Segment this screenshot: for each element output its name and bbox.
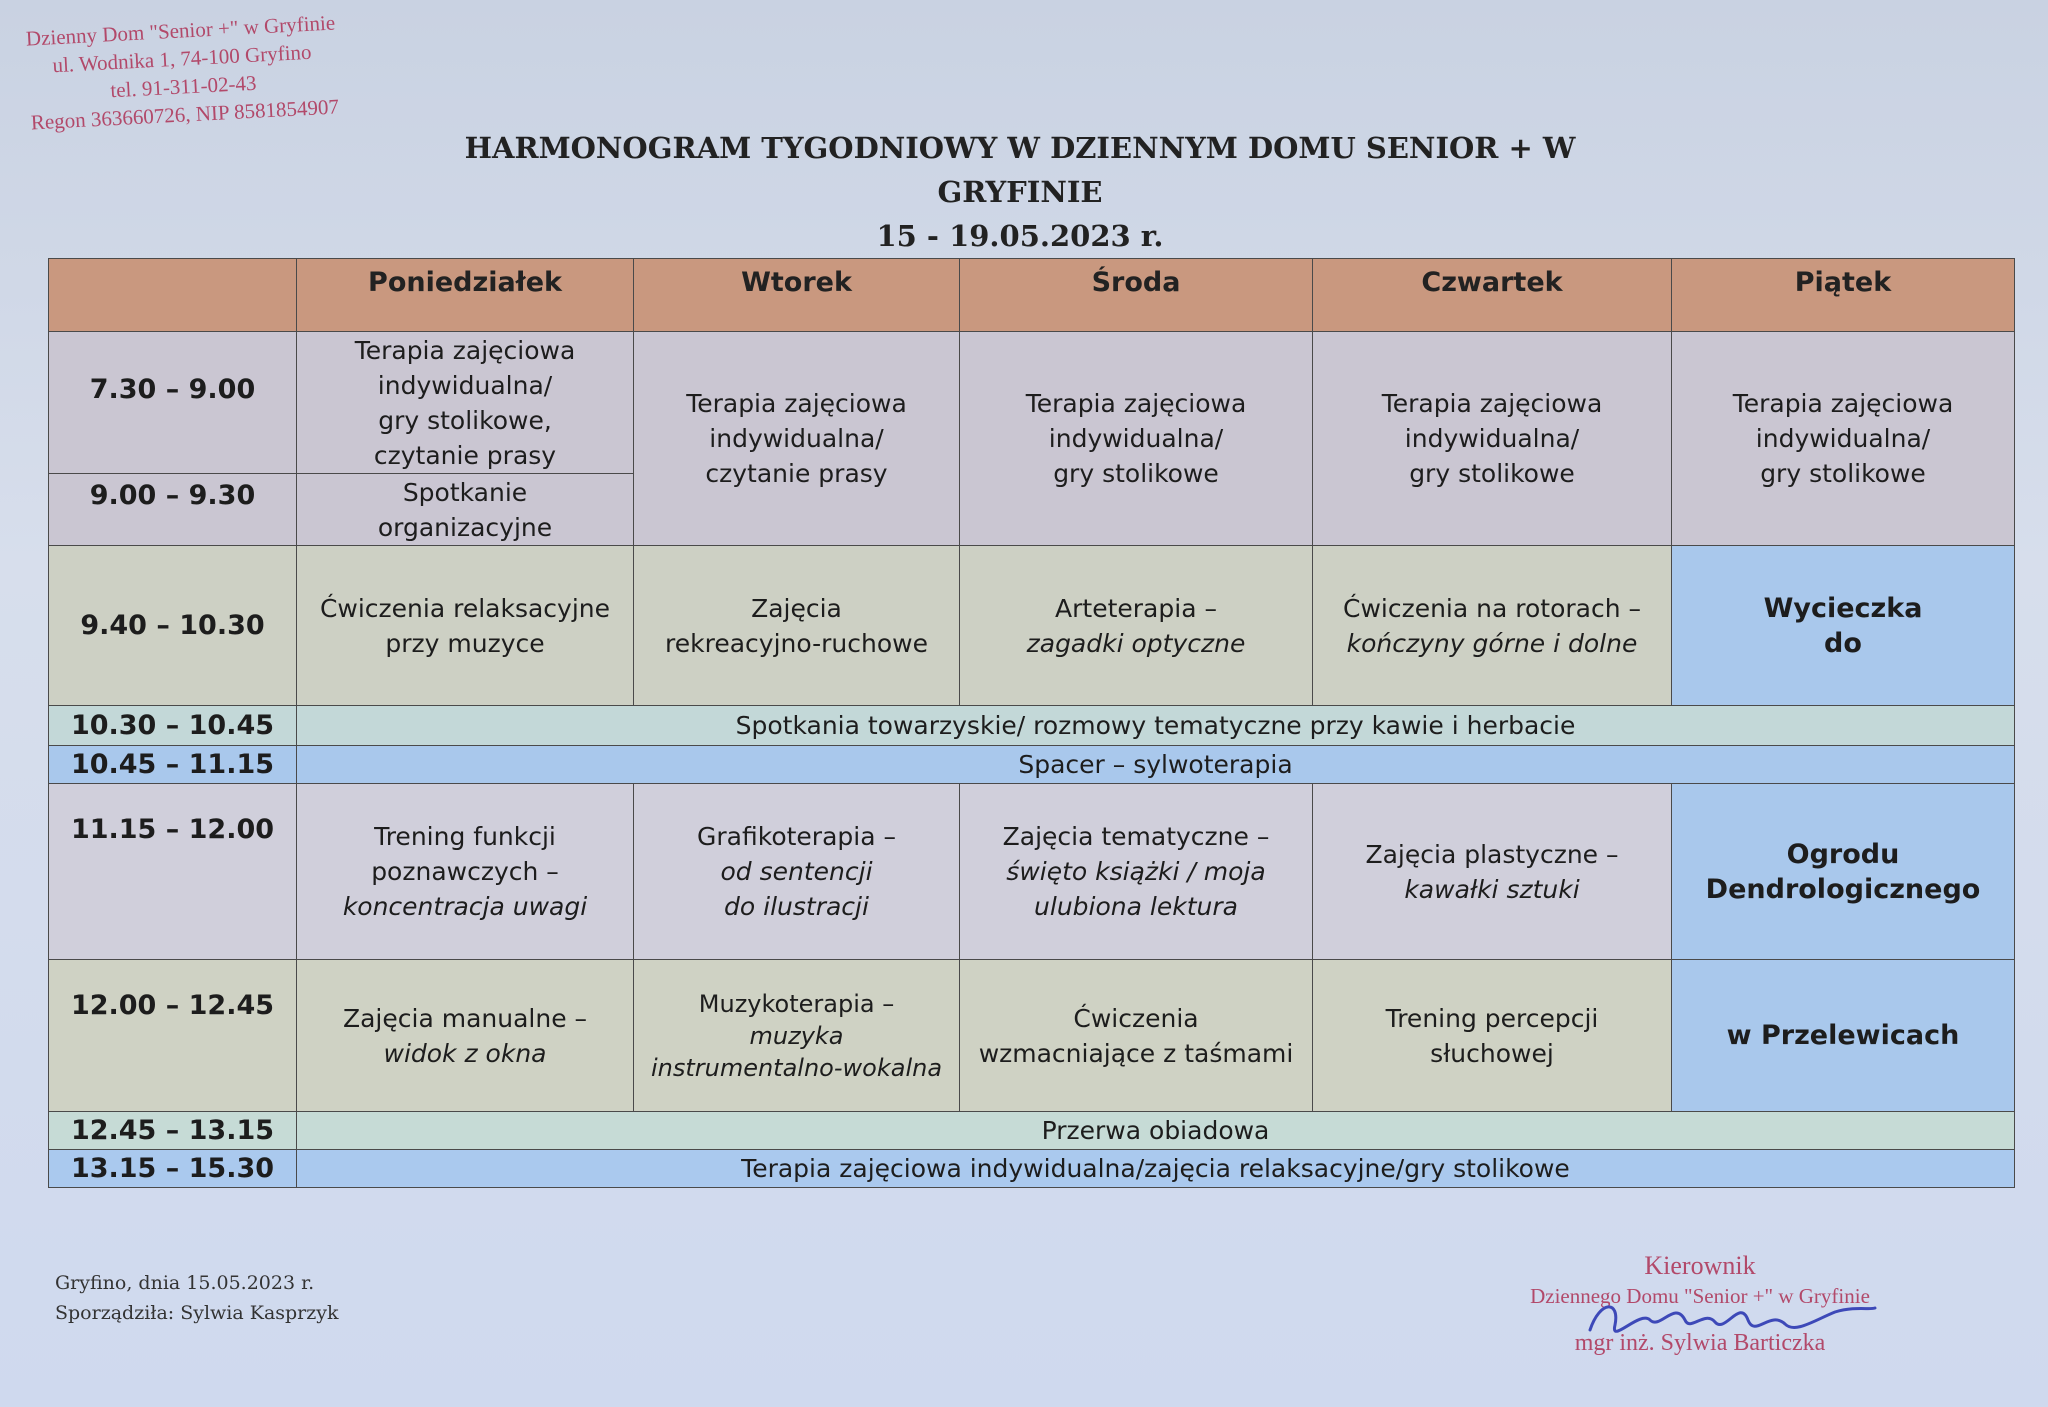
activity-cell bbox=[960, 784, 1313, 960]
table-row bbox=[49, 706, 2015, 746]
table-row bbox=[49, 332, 2015, 474]
time-slot: 13.15 – 15.30 bbox=[49, 1150, 297, 1188]
activity-line: Zajęcia tematyczne – bbox=[1002, 822, 1270, 851]
shared-activity-cell: Spacer – sylwoterapia bbox=[297, 746, 2015, 784]
day-header: Poniedziałek bbox=[297, 259, 634, 332]
place-date: Gryfino, dnia 15.05.2023 r. bbox=[55, 1272, 315, 1294]
signature-institution: Dziennego Domu "Senior +" w Gryfinie bbox=[1530, 1284, 1870, 1308]
activity-cell bbox=[1313, 546, 1672, 706]
stamp-line: ul. Wodnika 1, 74-100 Gryfino bbox=[51, 39, 313, 78]
shared-activity-cell: Przerwa obiadowa bbox=[297, 1112, 2015, 1150]
activity-line: wzmacniające z taśmami bbox=[978, 1038, 1294, 1068]
time-slot: 11.15 – 12.00 bbox=[49, 784, 297, 960]
trip-line: Ogrodu bbox=[1786, 838, 1900, 870]
table-row bbox=[49, 546, 2015, 706]
activity-line: rekreacyjno-ruchowe bbox=[665, 628, 928, 658]
table-row bbox=[49, 746, 2015, 784]
activity-cell bbox=[634, 546, 960, 706]
activity-subtitle: zagadki optyczne bbox=[1026, 628, 1246, 658]
activity-cell bbox=[1672, 332, 2015, 546]
activity-line: Arteterapia – bbox=[1055, 593, 1217, 623]
activity-subtitle: do ilustracji bbox=[724, 892, 869, 921]
corner-cell bbox=[49, 259, 297, 332]
activity-cell bbox=[1313, 960, 1672, 1112]
shared-activity-cell: Terapia zajęciowa indywidualna/zajęcia relaksacyjne/gry stolikowe bbox=[297, 1150, 2015, 1188]
activity-cell bbox=[297, 960, 634, 1112]
activity-subtitle: kawałki sztuki bbox=[1404, 874, 1580, 904]
day-header: Wtorek bbox=[634, 259, 960, 332]
activity-line: Grafikoterapia – bbox=[697, 822, 896, 851]
activity-line: czytanie prasy bbox=[705, 459, 888, 488]
time-slot: 9.00 – 9.30 bbox=[49, 474, 297, 546]
page-title bbox=[380, 126, 1660, 258]
time-slot: 12.00 – 12.45 bbox=[49, 960, 297, 1112]
activity-line: gry stolikowe bbox=[1760, 459, 1926, 488]
prepared-by: Sporządziła: Sylwia Kasprzyk bbox=[55, 1302, 339, 1324]
activity-subtitle: widok z okna bbox=[383, 1038, 547, 1068]
activity-line: poznawczych – bbox=[371, 857, 559, 886]
activity-cell bbox=[960, 546, 1313, 706]
schedule-dates: 15 - 19.05.2023 r. bbox=[876, 219, 1164, 253]
activity-line: Ćwiczenia relaksacyjne bbox=[319, 593, 611, 623]
time-slot: 12.45 – 13.15 bbox=[49, 1112, 297, 1150]
activity-line: Terapia zajęciowa bbox=[1732, 389, 1954, 418]
activity-line: Trening percepcji bbox=[1385, 1003, 1599, 1033]
table-row bbox=[49, 1150, 2015, 1188]
activity-cell bbox=[297, 784, 634, 960]
schedule-title: HARMONOGRAM TYGODNIOWY W DZIENNYM DOMU SENIOR + W GRYFINIE bbox=[464, 131, 1576, 209]
activity-line: indywidualna/ bbox=[709, 424, 884, 453]
activity-subtitle: ulubiona lektura bbox=[1034, 892, 1238, 921]
signature-stamp bbox=[1500, 1250, 1900, 1358]
activity-cell bbox=[634, 784, 960, 960]
trip-cell bbox=[1672, 546, 2015, 706]
activity-line: Ćwiczenia na rotorach – bbox=[1342, 593, 1642, 623]
stamp-line: tel. 91-311-02-43 bbox=[109, 70, 258, 103]
trip-cell bbox=[1672, 784, 2015, 960]
trip-line: do bbox=[1824, 627, 1862, 659]
stamp-line: Dzienny Dom "Senior +" w Gryfinie bbox=[25, 10, 336, 51]
activity-cell bbox=[1313, 332, 1672, 546]
activity-subtitle: instrumentalno-wokalna bbox=[650, 1053, 943, 1082]
activity-line: organizacyjne bbox=[377, 512, 553, 542]
weekly-schedule-table bbox=[48, 258, 2015, 1188]
institution-stamp bbox=[0, 7, 365, 138]
activity-line: Terapia zajęciowa bbox=[1381, 389, 1603, 418]
table-row bbox=[49, 784, 2015, 960]
day-header: Czwartek bbox=[1313, 259, 1672, 332]
activity-subtitle: koncentracja uwagi bbox=[342, 892, 588, 921]
activity-line: Terapia zajęciowa bbox=[1025, 389, 1247, 418]
activity-cell bbox=[634, 332, 960, 546]
activity-line: przy muzyce bbox=[385, 628, 545, 658]
activity-line: Spotkanie bbox=[402, 477, 528, 507]
signature-role: Kierownik bbox=[1644, 1251, 1756, 1280]
stamp-line: Regon 363660726, NIP 8581854907 bbox=[30, 94, 340, 135]
table-row bbox=[49, 960, 2015, 1112]
activity-line: indywidualna/ bbox=[377, 370, 553, 400]
activity-cell bbox=[297, 332, 634, 474]
day-header: Piątek bbox=[1672, 259, 2015, 332]
activity-line: indywidualna/ bbox=[1048, 424, 1224, 453]
table-row bbox=[49, 1112, 2015, 1150]
time-slot: 9.40 – 10.30 bbox=[49, 546, 297, 706]
activity-line: Ćwiczenia bbox=[1073, 1003, 1199, 1033]
trip-line: Dendrologicznego bbox=[1705, 873, 1981, 905]
activity-line: Muzykoterapia – bbox=[698, 989, 895, 1018]
activity-line: Zajęcia bbox=[751, 593, 842, 623]
trip-cell bbox=[1672, 960, 2015, 1112]
activity-line: gry stolikowe bbox=[1053, 459, 1219, 488]
time-slot: 10.30 – 10.45 bbox=[49, 706, 297, 746]
signature-name: mgr inż. Sylwia Barticzka bbox=[1574, 1330, 1826, 1356]
activity-line: gry stolikowe, bbox=[378, 405, 552, 435]
activity-subtitle: od sentencji bbox=[720, 857, 873, 886]
activity-cell bbox=[1313, 784, 1672, 960]
activity-line: Trening funkcji bbox=[374, 822, 556, 851]
handwritten-signature-icon bbox=[1580, 1290, 1880, 1350]
activity-line: indywidualna/ bbox=[1404, 424, 1580, 453]
trip-line: w Przelewicach bbox=[1726, 1020, 1960, 1051]
trip-line: Wycieczka bbox=[1763, 592, 1923, 624]
activity-cell bbox=[960, 332, 1313, 546]
shared-activity-cell: Spotkania towarzyskie/ rozmowy tematyczne przy kawie i herbacie bbox=[297, 706, 2015, 746]
activity-line: gry stolikowe bbox=[1409, 459, 1575, 488]
activity-subtitle: kończyny górne i dolne bbox=[1346, 628, 1638, 658]
activity-subtitle: święto książki / moja bbox=[1006, 857, 1266, 886]
activity-cell bbox=[297, 474, 634, 546]
activity-line: Zajęcia manualne – bbox=[342, 1003, 588, 1033]
activity-line: Terapia zajęciowa bbox=[354, 335, 576, 365]
time-slot: 7.30 – 9.00 bbox=[49, 332, 297, 474]
activity-cell bbox=[297, 546, 634, 706]
activity-line: indywidualna/ bbox=[1755, 424, 1931, 453]
footer bbox=[55, 1268, 339, 1328]
activity-line: Terapia zajęciowa bbox=[686, 389, 907, 418]
time-slot: 10.45 – 11.15 bbox=[49, 746, 297, 784]
day-header: Środa bbox=[960, 259, 1313, 332]
activity-line: Zajęcia plastyczne – bbox=[1365, 839, 1619, 869]
activity-cell bbox=[960, 960, 1313, 1112]
activity-line: słuchowej bbox=[1430, 1038, 1554, 1068]
table-header-row bbox=[49, 259, 2015, 332]
activity-cell bbox=[634, 960, 960, 1112]
activity-subtitle: muzyka bbox=[749, 1021, 844, 1050]
activity-line: czytanie prasy bbox=[373, 440, 557, 470]
